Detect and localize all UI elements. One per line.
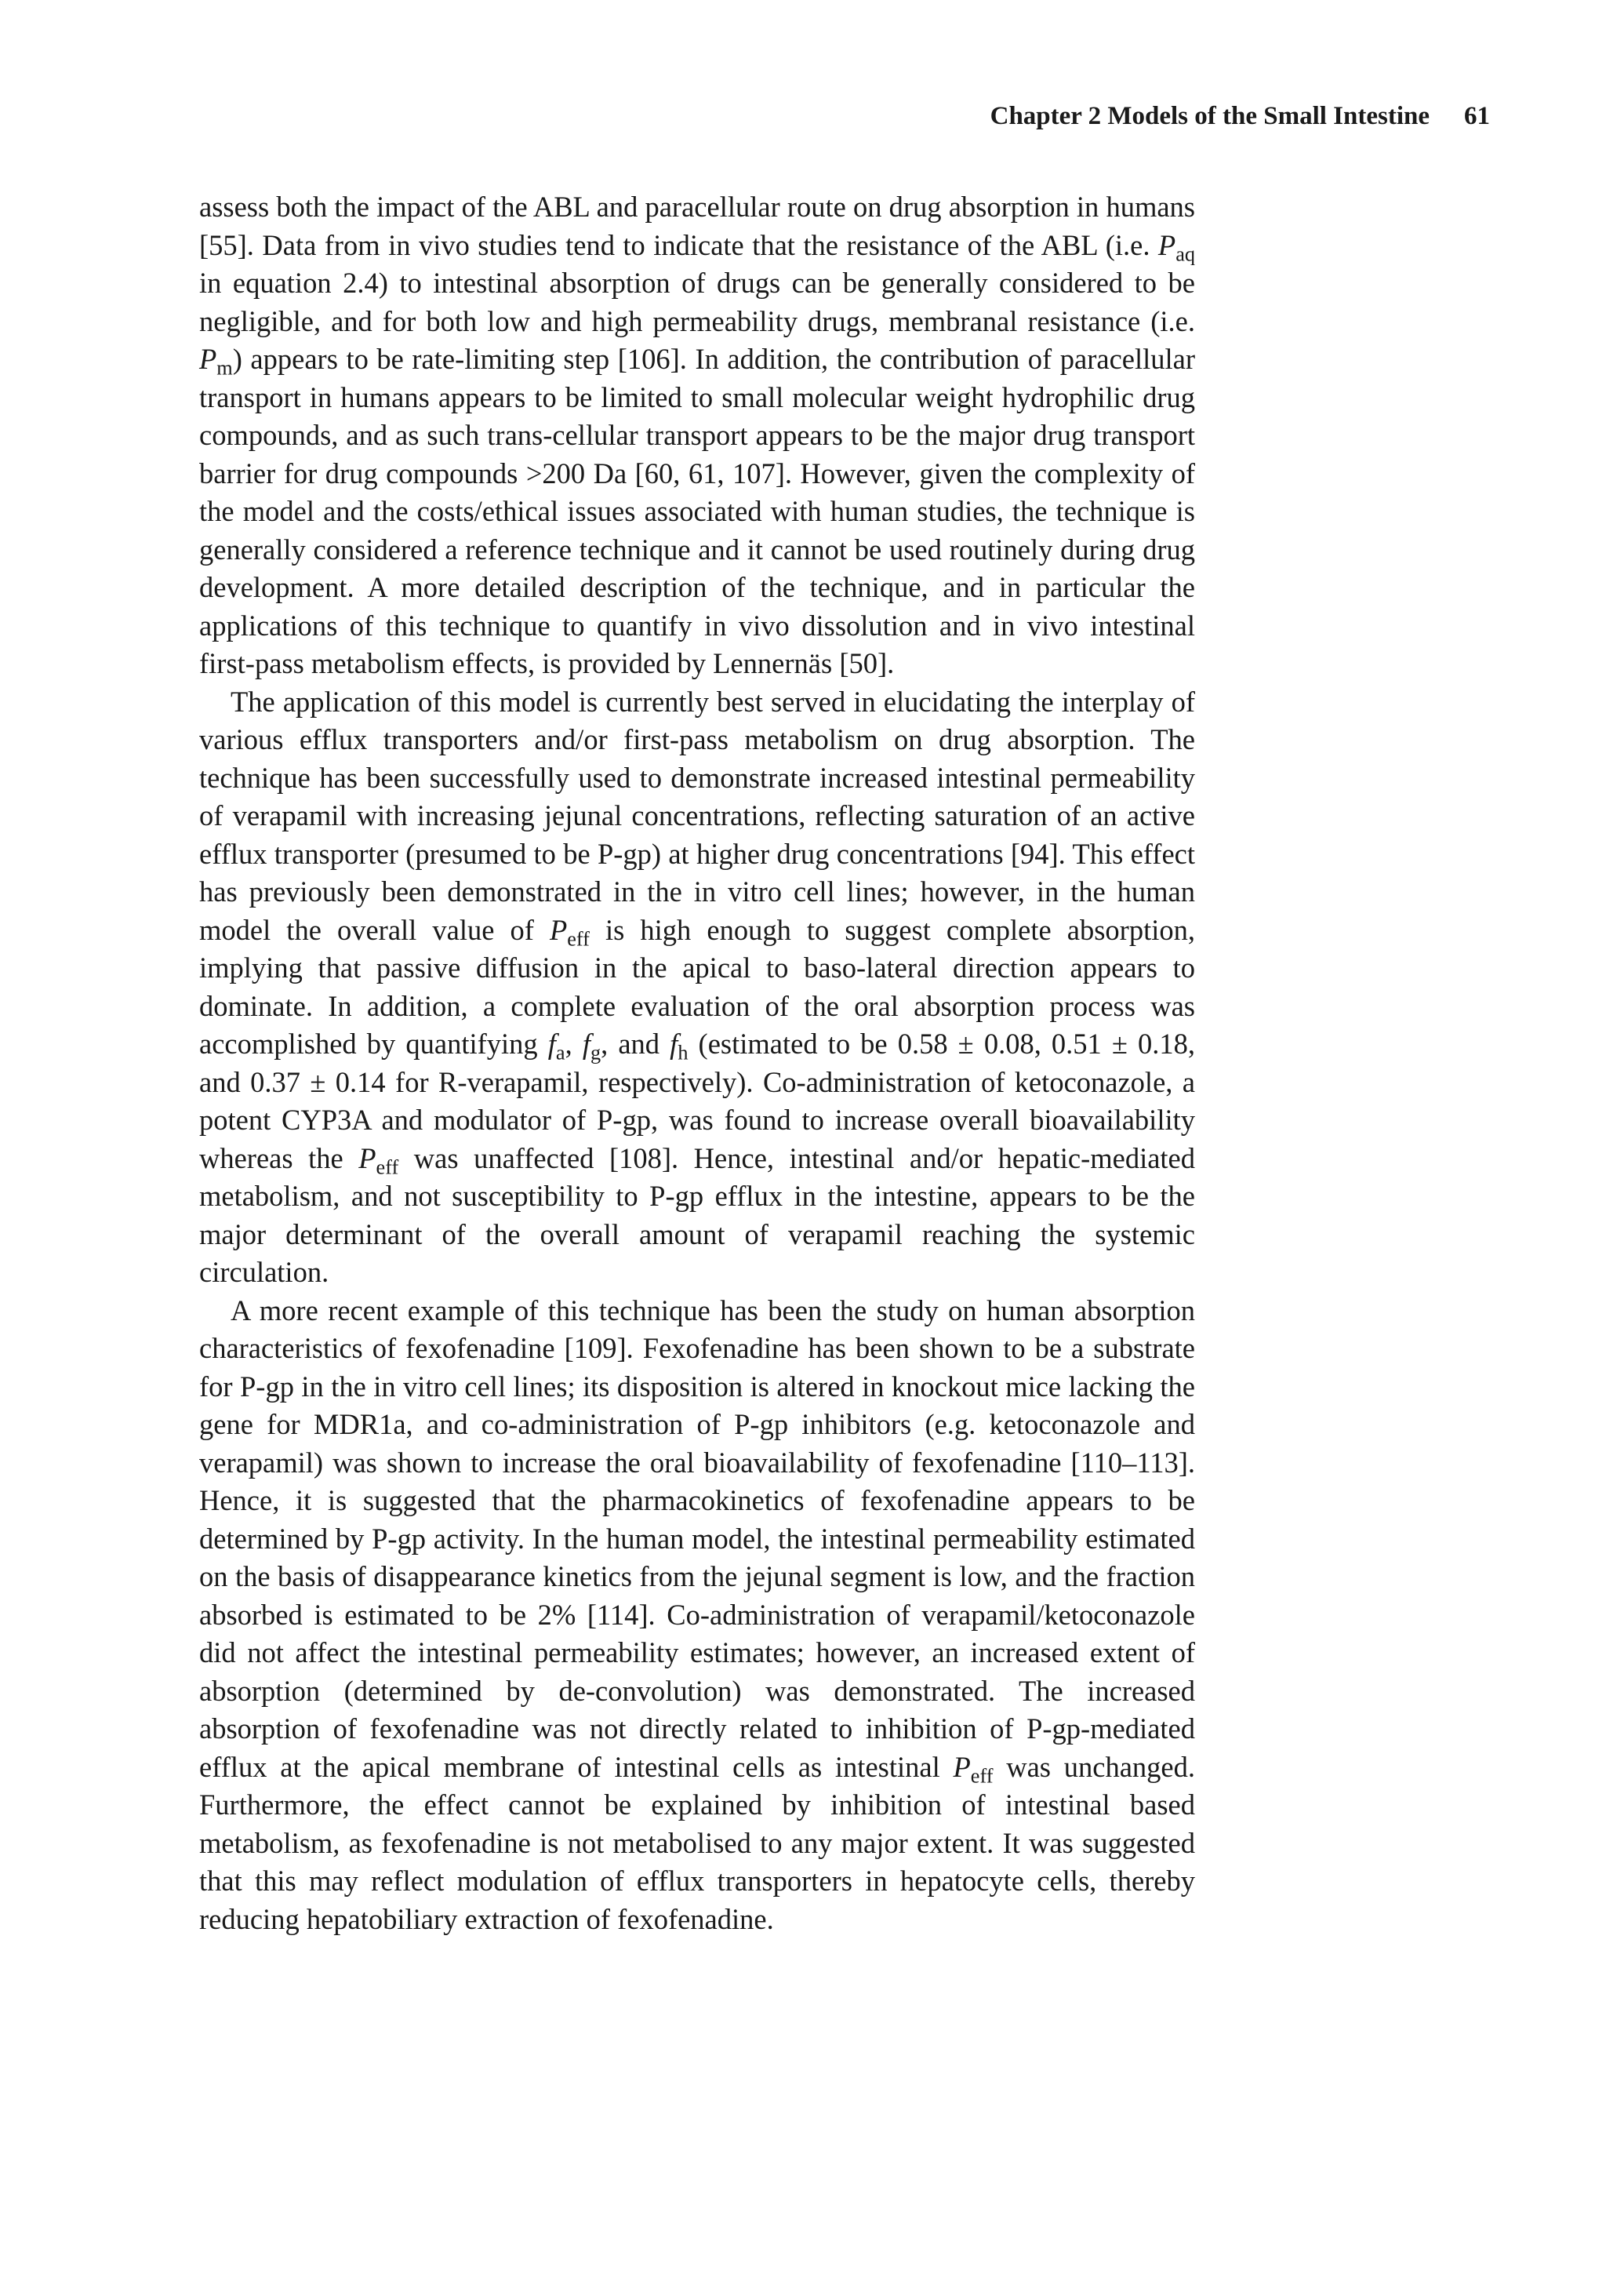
subscript: eff [376, 1155, 399, 1178]
italic-symbol: f [547, 1028, 556, 1060]
text-run: , and [601, 1028, 670, 1060]
italic-symbol: f [582, 1028, 590, 1060]
italic-symbol: f [670, 1028, 678, 1060]
subscript: a [555, 1041, 565, 1064]
paragraph [199, 683, 1195, 1292]
body-text [199, 188, 1195, 1938]
text-run: ) appears to be rate-limiting step [106]. In addition, the contribution of paracellular transport in humans appears to be limited to small molecular weight hydrophilic drug compounds, and as such trans-cellular transport appears to be the major drug transport barrier for drug compounds >200 Da [60, 61, 107]. However, given the complexity of the model and the costs/ethical issues associated with human studies, the technique is generally considered a reference technique and it cannot be used routinely during drug development. A more detailed description of the technique, and in particular the applications of this technique to quantify in vivo dissolution and in vivo intestinal first-pass metabolism effects, is provided by Lennernäs [50]. [199, 343, 1195, 679]
text-run: A more recent example of this technique has been the study on human absorption characteristics of fexofenadine [109]. Fexofenadine has been shown to be a substrate for P-gp in the in vitro cell lines; its disposition is altered in knockout mice lacking the gene for MDR1a, and co-administration of P-​gp inhibitors (e.g. ketoconazole and verapamil) was shown to increase the oral bioavailability of fexofenadine [110–113]. Hence, it is suggested that the pharmacokinetics of fexofenadine appears to be determined by P-gp activity. In the human model, the intestinal permeability estimated on the basis of disappearance kinetics from the jejunal segment is low, and the fraction absorbed is estimated to be 2% [114]. Co-administration of verapamil/ketoconazole did not affect the intestinal permeability estimates; however, an increased extent of absorption (determined by de-convolution) was demonstrated. The increased absorption of fexofenadine was not directly related to inhibition of P-gp-​mediated efflux at the apical membrane of intestinal cells as intestinal [199, 1294, 1195, 1783]
text-run: , [565, 1028, 583, 1060]
italic-symbol: P [549, 913, 568, 946]
text-run: The application of this model is currently best served in elucidating the interplay of various efflux transporters and/or first-pass metabolism on drug absorption. The technique has been successfully used to demonstrate increased intestinal permeability of verapamil with increasing jejunal concentrations, reflecting saturation of an active efflux transporter (presumed to be P-gp) at higher drug concentrations [94]. This effect has previously been demonstrated in the in vitro cell lines; however, in the human model the overall value of [199, 685, 1195, 946]
text-run: in equation 2.4) to intestinal absorption of drugs can be generally considered to be negligible, and for both low and high permeability drugs, membranal resistance (i.e. [199, 267, 1195, 337]
italic-symbol: P [953, 1750, 971, 1783]
text-run: assess both the impact of the ABL and paracellular route on drug absorption in humans [55]. Data from in vivo studies tend to indicate that the resistance of the ABL (i.e. [199, 191, 1195, 261]
text-run: (estimated to be 0.58 ± 0.08, 0.51 ± 0.18, and 0.37 ± 0.14 for R-verapamil, respectively). Co-administration of ketoconazole, a potent CYP3A and modulator of P-gp, was found to increase overall bioavailability whereas the [199, 1028, 1196, 1174]
text-run: is high enough to suggest complete absorption, implying that passive diffusion in the apical to baso-lateral direction appears to dominate. In addition, a complete evaluation of the oral absorption process was accomplished by quantifying [199, 913, 1195, 1060]
subscript: aq [1175, 242, 1195, 265]
running-head [990, 100, 1490, 132]
paragraph [199, 1292, 1195, 1939]
italic-symbol: P [358, 1141, 376, 1174]
paragraph [199, 188, 1195, 683]
text-run: was unchanged. Furthermore, the effect cannot be explained by inhibition of intestinal based metabolism, as fexofenadine is not metabolised to any major extent. It was suggested that this may reflect modulation of efflux transporters in hepatocyte cells, thereby reducing hepatobiliary extraction of fexofenadine. [199, 1750, 1195, 1935]
page-number: 61 [1464, 102, 1490, 130]
subscript: eff [567, 926, 590, 950]
subscript: m [216, 356, 233, 380]
chapter-title: Chapter 2 Models of the Small Intestine [990, 102, 1430, 130]
subscript: h [678, 1041, 689, 1064]
text-run: was unaffected [108]. Hence, intestinal and/or hepatic-mediated metabolism, and not susceptibility to P-gp efflux in the intestine, appears to be the major determinant of the overall amount of verapamil reaching the systemic circulation. [199, 1141, 1195, 1288]
subscript: g [590, 1041, 601, 1064]
italic-symbol: P [1157, 228, 1176, 261]
subscript: eff [970, 1763, 994, 1787]
italic-symbol: P [199, 343, 217, 375]
